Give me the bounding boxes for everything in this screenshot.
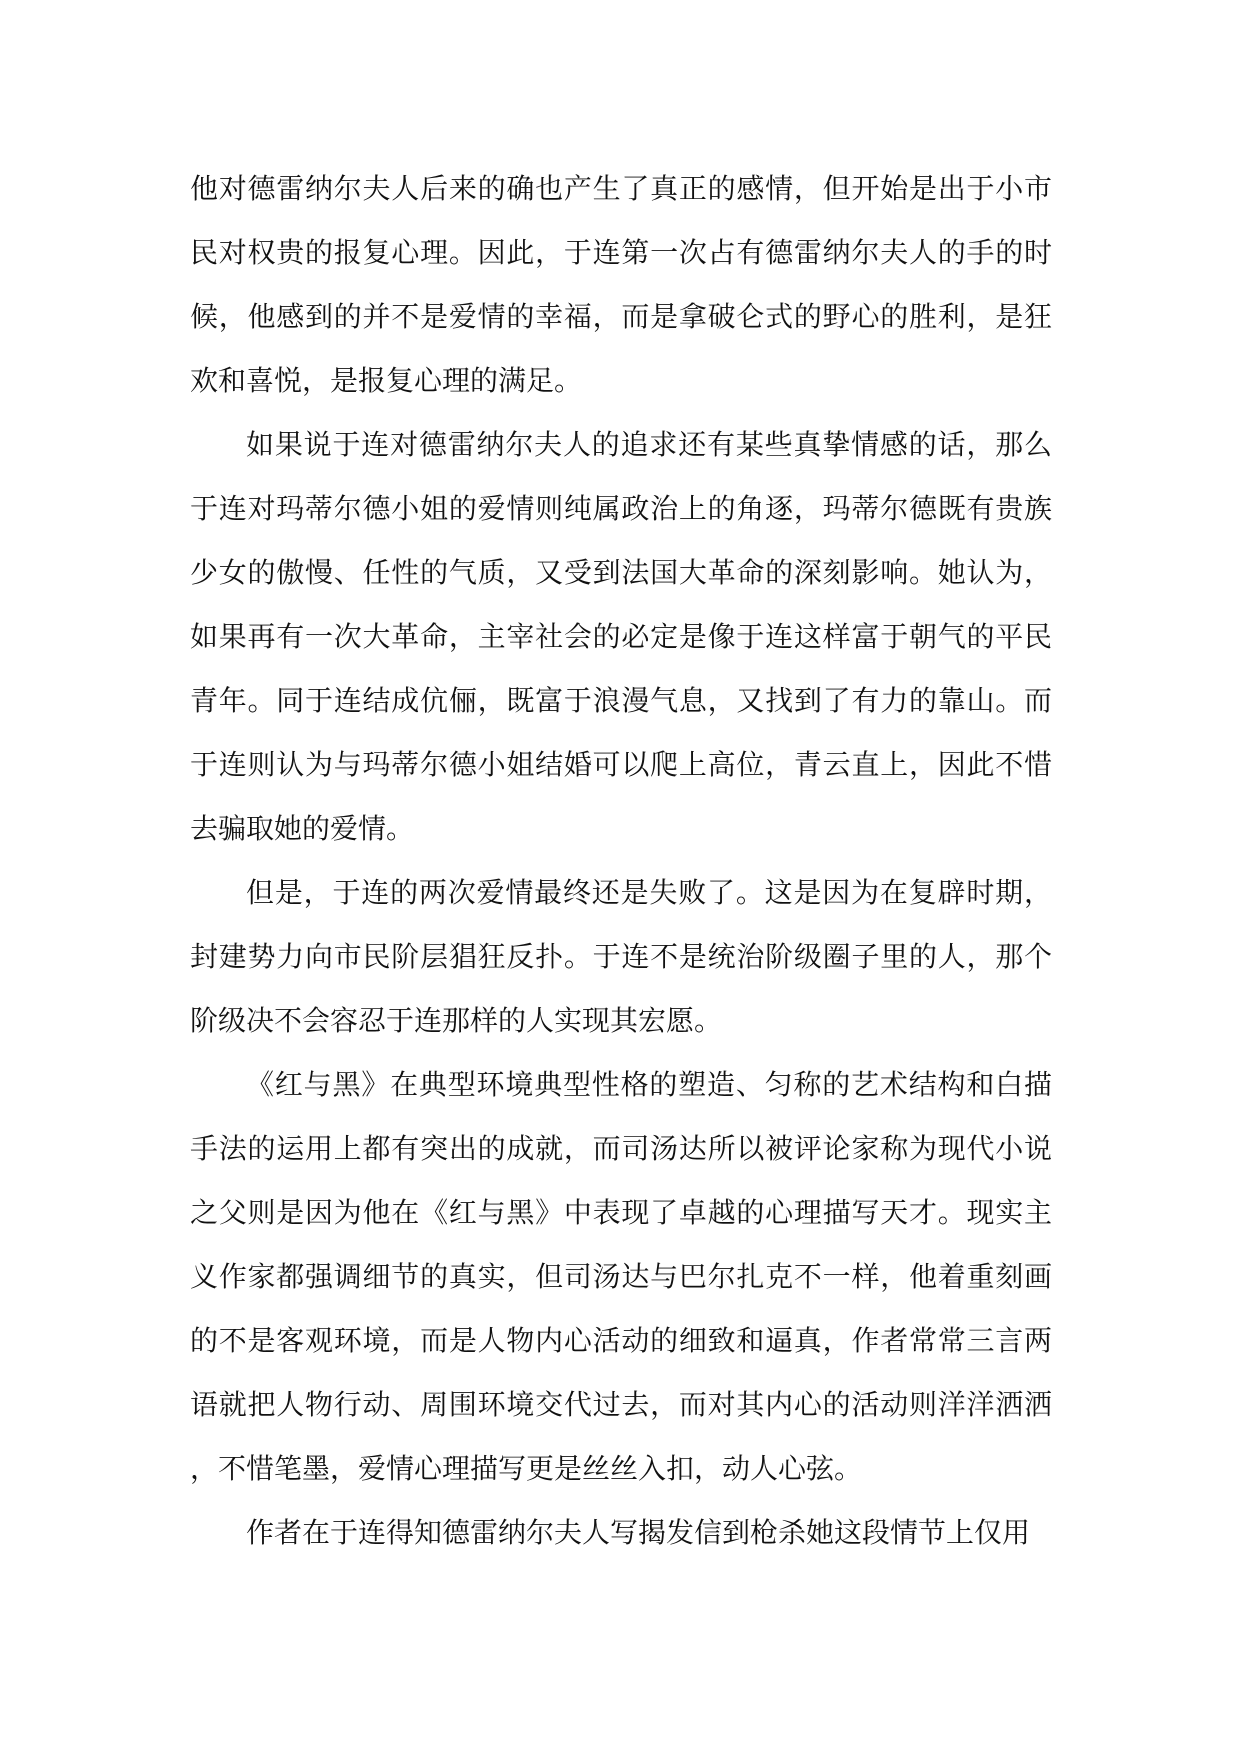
paragraph-4: 《红与黑》在典型环境典型性格的塑造、匀称的艺术结构和白描手法的运用上都有突出的成就，而司汤达所以被评论家称为现代小说之父则是因为他在《红与黑》中表现了卓越的心理描写天才。现实主义作家都强调细节的真实，但司汤达与巴尔扎克不一样，他着重刻画的不是客观环境，而是人物内心活动的细致和逼真，作者常常三言两语就把人物行动、周围环境交代过去，而对其内心的活动则洋洋洒洒，不惜笔墨，爱情心理描写更是丝丝入扣，动人心弦。 xyxy=(190,1068,1052,1485)
paragraph-2: 如果说于连对德雷纳尔夫人的追求还有某些真挚情感的话，那么于连对玛蒂尔德小姐的爱情则纯属政治上的角逐，玛蒂尔德既有贵族少女的傲慢、任性的气质，又受到法国大革命的深刻影响。她认为，如果再有一次大革命，主宰社会的必定是像于连这样富于朝气的平民青年。同于连结成伉俪，既富于浪漫气息，又找到了有力的靠山。而于连则认为与玛蒂尔德小姐结婚可以爬上高位，青云直上，因此不惜去骗取她的爱情。 xyxy=(190,428,1052,845)
paragraph-5: 作者在于连得知德雷纳尔夫人写揭发信到枪杀她这段情节上仅用 xyxy=(246,1516,1031,1549)
document-body xyxy=(190,157,1052,1565)
paragraph-1: 他对德雷纳尔夫人后来的确也产生了真正的感情，但开始是出于小市民对权贵的报复心理。因此，于连第一次占有德雷纳尔夫人的手的时候，他感到的并不是爱情的幸福，而是拿破仑式的野心的胜利，是狂欢和喜悦，是报复心理的满足。 xyxy=(190,172,1052,397)
paragraph-3: 但是，于连的两次爱情最终还是失败了。这是因为在复辟时期，封建势力向市民阶层猖狂反扑。于连不是统治阶级圈子里的人，那个阶级决不会容忍于连那样的人实现其宏愿。 xyxy=(190,876,1052,1037)
